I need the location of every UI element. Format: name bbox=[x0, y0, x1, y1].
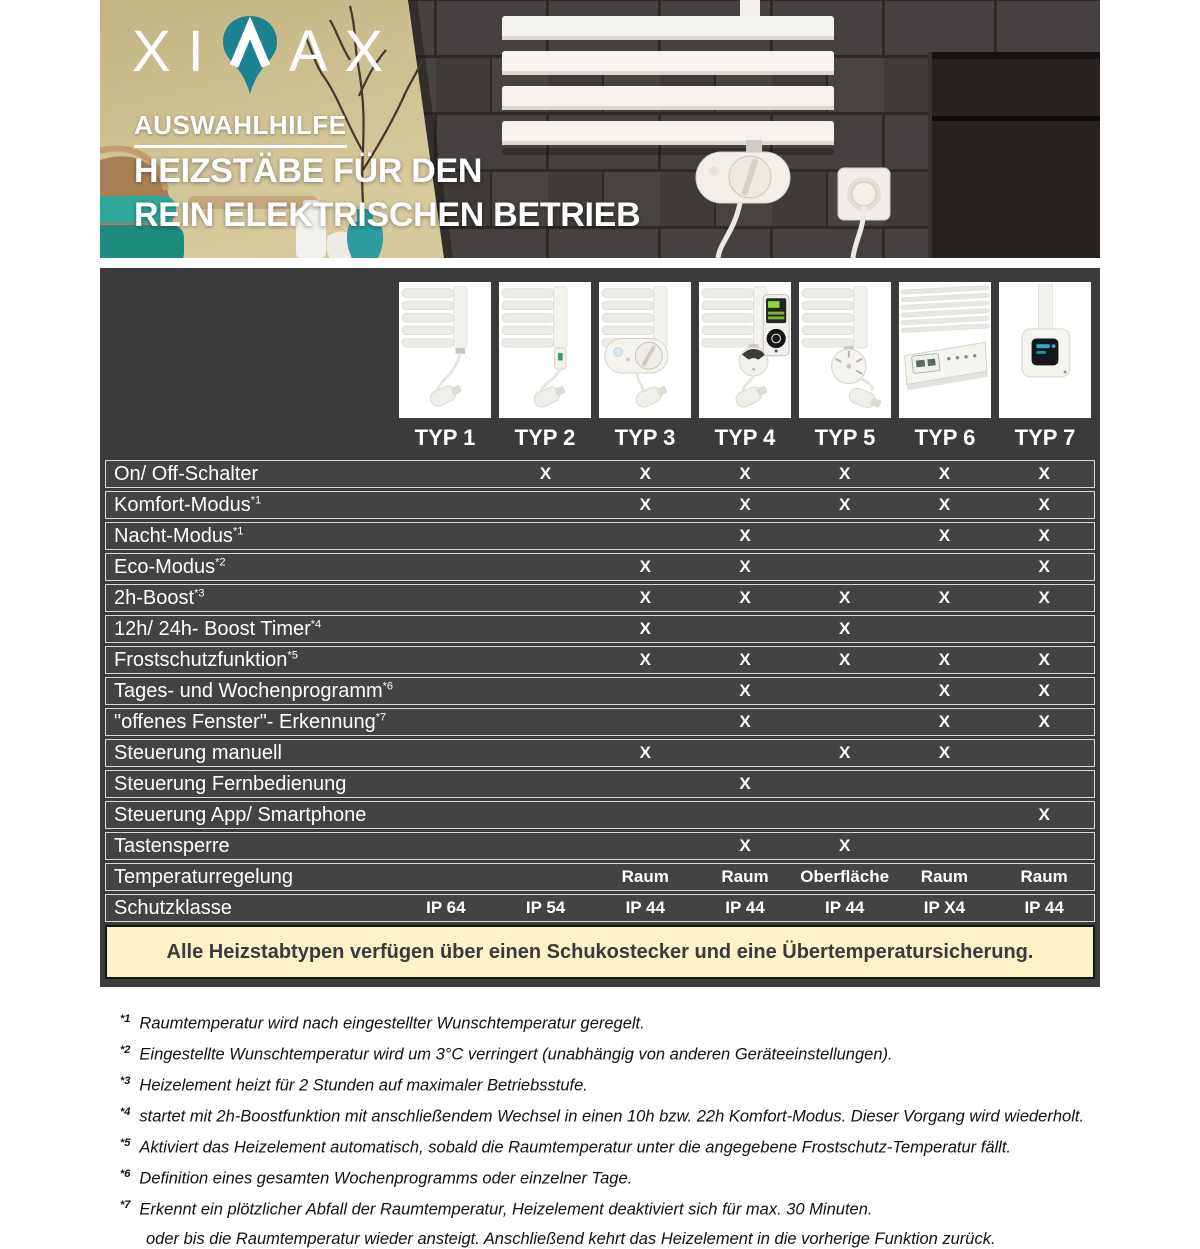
feature-cell bbox=[396, 678, 496, 704]
smart-control-box-icon bbox=[999, 282, 1091, 418]
footnote-marker: *6 bbox=[120, 1168, 131, 1180]
feature-cell: X bbox=[739, 712, 751, 731]
footnote: $^{*6}$ Definition eines gesamten Wochenprogramms oder einzelner Tage. bbox=[120, 1168, 633, 1188]
column-header-typ-1: TYP 1 bbox=[414, 425, 476, 450]
feature-cell: Raum bbox=[920, 867, 969, 886]
feature-cell bbox=[496, 771, 596, 797]
feature-cell: X bbox=[1038, 557, 1050, 576]
feature-cell: IP 54 bbox=[525, 898, 566, 917]
feature-row bbox=[105, 739, 1095, 767]
feature-cell: X bbox=[1038, 495, 1050, 514]
feature-cell bbox=[496, 833, 596, 859]
hero-text-overlay bbox=[100, 0, 1100, 258]
feature-cell: X bbox=[739, 650, 751, 669]
footnote-marker: *3 bbox=[120, 1075, 131, 1087]
feature-cell bbox=[795, 802, 895, 828]
feature-cell bbox=[396, 616, 496, 642]
feature-cell: X bbox=[539, 464, 552, 483]
hero-title-line1: HEIZSTÄBE FÜR DEN bbox=[134, 152, 483, 190]
feature-cell: X bbox=[938, 495, 951, 514]
feature-cell: X bbox=[1038, 650, 1050, 669]
feature-column-spacer bbox=[105, 282, 395, 460]
integrated-control-panel-icon bbox=[899, 282, 991, 418]
feature-cell bbox=[895, 802, 995, 828]
feature-cell bbox=[895, 833, 995, 859]
feature-label: Tages- und Wochenprogramm$^{*6}$ bbox=[114, 680, 394, 702]
comparison-table-panel bbox=[100, 268, 1100, 987]
logo-text-ax: AX bbox=[288, 19, 401, 84]
feature-cell: X bbox=[1038, 805, 1050, 824]
feature-cell: X bbox=[639, 557, 651, 576]
hero-eyebrow: AUSWAHLHILFE bbox=[134, 110, 347, 148]
footnote: oder bis die Raumtemperatur wieder ansteigt. Anschließend kehrt das Heizelement in die vorherige Funktion zurück. bbox=[146, 1230, 996, 1248]
feature-cell: IP X4 bbox=[923, 898, 966, 917]
footnote: $^{*7}$ Erkennt ein plötzlicher Abfall der Raumtemperatur, Heizelement deaktiviert sich für max. 30 Minuten. bbox=[120, 1199, 873, 1219]
feature-cell bbox=[496, 554, 596, 580]
feature-cell bbox=[496, 523, 596, 549]
feature-cell: X bbox=[938, 464, 951, 483]
feature-cell bbox=[396, 647, 496, 673]
feature-cell bbox=[795, 554, 895, 580]
feature-cell: X bbox=[839, 743, 851, 762]
feature-cell: X bbox=[639, 743, 651, 762]
product-image-typ-4 bbox=[699, 282, 791, 418]
feature-label: Nacht-Modus$^{*1}$ bbox=[114, 525, 244, 547]
column-header-typ-6: TYP 6 bbox=[914, 425, 976, 450]
feature-cell bbox=[396, 740, 496, 766]
feature-row bbox=[105, 460, 1095, 488]
product-image-typ-6 bbox=[899, 282, 991, 418]
feature-cell bbox=[396, 523, 496, 549]
feature-cell: X bbox=[839, 588, 851, 607]
feature-cell: X bbox=[739, 774, 751, 793]
feature-cell: X bbox=[639, 619, 651, 638]
feature-cell bbox=[595, 833, 695, 859]
column-header-typ-3: TYP 3 bbox=[614, 425, 676, 450]
feature-cell: X bbox=[938, 526, 951, 545]
feature-label: Steuerung App/ Smartphone bbox=[114, 804, 367, 826]
feature-cell bbox=[496, 740, 596, 766]
footnote-marker: *2 bbox=[215, 556, 226, 569]
feature-cell bbox=[994, 616, 1094, 642]
footnote-marker: *1 bbox=[120, 1013, 131, 1025]
feature-row bbox=[105, 615, 1095, 643]
feature-cell bbox=[595, 802, 695, 828]
feature-cell bbox=[595, 709, 695, 735]
feature-cell bbox=[396, 709, 496, 735]
feature-cell bbox=[695, 740, 795, 766]
feature-cell bbox=[795, 678, 895, 704]
feature-cell bbox=[795, 709, 895, 735]
feature-cell: X bbox=[839, 464, 851, 483]
footnote-marker: *3 bbox=[194, 587, 205, 600]
feature-cell: Raum bbox=[721, 867, 769, 886]
heating-rod-remote-control-icon bbox=[699, 282, 791, 418]
heating-rod-led-icon bbox=[499, 282, 591, 418]
product-type-header-row bbox=[105, 282, 1095, 460]
footnote-marker: *4 bbox=[310, 618, 322, 631]
footnote: $^{*2}$ Eingestellte Wunschtemperatur wird um 3°C verringert (unabhängig von anderen Geräteeinstellungen). bbox=[120, 1044, 893, 1064]
feature-cell bbox=[595, 678, 695, 704]
product-column-typ-3 bbox=[595, 282, 695, 460]
feature-cell bbox=[496, 802, 596, 828]
footnote: $^{*1}$ Raumtemperatur wird nach eingestellter Wunschtemperatur geregelt. bbox=[120, 1013, 645, 1033]
column-header-typ-7: TYP 7 bbox=[1014, 425, 1076, 450]
feature-cell: Raum bbox=[1020, 867, 1068, 886]
feature-label: 12h/ 24h- Boost Timer$^{*4}$ bbox=[114, 618, 322, 640]
feature-label: Eco-Modus$^{*2}$ bbox=[114, 556, 226, 578]
feature-label: "offenes Fenster"- Erkennung$^{*7}$ bbox=[114, 711, 387, 733]
product-image-typ-2 bbox=[499, 282, 591, 418]
feature-cell bbox=[496, 616, 596, 642]
product-image-typ-3 bbox=[599, 282, 691, 418]
product-image-typ-1 bbox=[399, 282, 491, 418]
feature-cell: X bbox=[839, 836, 851, 855]
feature-cell bbox=[496, 709, 596, 735]
product-column-typ-4 bbox=[695, 282, 795, 460]
feature-label: Frostschutzfunktion$^{*5}$ bbox=[114, 649, 298, 671]
feature-cell bbox=[396, 585, 496, 611]
feature-cell: X bbox=[1038, 464, 1050, 483]
feature-cell: X bbox=[1038, 681, 1050, 700]
footnote: $^{*4}$ startet mit 2h-Boostfunktion mit anschließendem Wechsel in einen 10h bzw. 22h Komfort-Modus. Dieser Vorgang wird wiederholt. bbox=[120, 1106, 1085, 1126]
feature-cell: X bbox=[839, 495, 851, 514]
feature-label: On/ Off-Schalter bbox=[114, 463, 259, 485]
footnote: $^{*3}$ Heizelement heizt für 2 Stunden auf maximaler Betriebsstufe. bbox=[120, 1075, 588, 1095]
heating-rod-dial-control-icon bbox=[599, 282, 691, 418]
feature-cell bbox=[396, 802, 496, 828]
footnotes-section bbox=[100, 987, 1100, 1249]
feature-row bbox=[105, 708, 1095, 736]
feature-cell bbox=[396, 461, 496, 487]
feature-label: Schutzklasse bbox=[114, 897, 232, 919]
feature-cell bbox=[895, 616, 995, 642]
ximax-logo-mark-icon bbox=[213, 12, 287, 96]
feature-label: Komfort-Modus$^{*1}$ bbox=[114, 494, 262, 516]
footnote-marker: *7 bbox=[120, 1199, 131, 1211]
feature-cell bbox=[795, 523, 895, 549]
feature-cell: X bbox=[839, 619, 851, 638]
logo-text-xi: XI bbox=[132, 19, 221, 84]
feature-rows bbox=[105, 460, 1095, 922]
heating-rod-thermostat-knob-icon bbox=[799, 282, 891, 418]
footnote-marker: *2 bbox=[120, 1044, 131, 1056]
product-image-typ-7 bbox=[999, 282, 1091, 418]
feature-cell bbox=[396, 771, 496, 797]
heating-rod-basic-icon bbox=[399, 282, 491, 418]
column-header-typ-4: TYP 4 bbox=[714, 425, 776, 450]
feature-cell bbox=[496, 864, 596, 890]
feature-cell: X bbox=[938, 681, 951, 700]
feature-label: Steuerung Fernbedienung bbox=[114, 773, 347, 795]
feature-cell: X bbox=[1038, 712, 1050, 731]
feature-cell: X bbox=[739, 836, 751, 855]
feature-cell: Oberfläche bbox=[800, 867, 890, 886]
feature-cell: X bbox=[839, 650, 851, 669]
feature-cell: X bbox=[938, 743, 951, 762]
footnote-marker: *1 bbox=[250, 494, 262, 507]
column-header-typ-5: TYP 5 bbox=[814, 425, 876, 450]
feature-cell bbox=[994, 771, 1094, 797]
feature-cell bbox=[695, 616, 795, 642]
feature-cell bbox=[595, 523, 695, 549]
feature-label: Temperaturregelung bbox=[114, 866, 293, 888]
footnote: $^{*5}$ Aktiviert das Heizelement automatisch, sobald die Raumtemperatur unter die angegebene Frostschutz-Temperatur fällt. bbox=[120, 1137, 1011, 1157]
footnote-marker: *6 bbox=[382, 680, 394, 693]
feature-row bbox=[105, 522, 1095, 550]
product-image-typ-5 bbox=[799, 282, 891, 418]
feature-row bbox=[105, 677, 1095, 705]
feature-cell: X bbox=[639, 495, 651, 514]
feature-row bbox=[105, 863, 1095, 891]
feature-cell: X bbox=[739, 557, 751, 576]
product-column-typ-7 bbox=[995, 282, 1095, 460]
feature-cell: Raum bbox=[621, 867, 669, 886]
feature-label: Steuerung manuell bbox=[114, 742, 282, 764]
feature-cell: X bbox=[938, 650, 951, 669]
feature-row bbox=[105, 646, 1095, 674]
footnote-marker: *4 bbox=[120, 1106, 131, 1118]
feature-cell bbox=[496, 647, 596, 673]
feature-cell bbox=[496, 492, 596, 518]
feature-cell bbox=[795, 771, 895, 797]
feature-row bbox=[105, 491, 1095, 519]
feature-cell bbox=[396, 554, 496, 580]
column-header-typ-2: TYP 2 bbox=[514, 425, 576, 450]
feature-cell bbox=[396, 492, 496, 518]
feature-cell: X bbox=[938, 712, 951, 731]
feature-row bbox=[105, 894, 1095, 922]
feature-cell: X bbox=[1038, 588, 1050, 607]
feature-cell bbox=[994, 740, 1094, 766]
feature-cell: X bbox=[1038, 526, 1050, 545]
hero-title-line2: REIN ELEKTRISCHEN BETRIEB bbox=[134, 196, 641, 234]
feature-label: Tastensperre bbox=[114, 835, 230, 857]
feature-row bbox=[105, 584, 1095, 612]
feature-cell bbox=[895, 554, 995, 580]
footnote-marker: *5 bbox=[287, 649, 298, 662]
feature-row bbox=[105, 832, 1095, 860]
feature-cell: X bbox=[938, 588, 951, 607]
feature-cell: IP 44 bbox=[725, 898, 765, 917]
feature-row bbox=[105, 770, 1095, 798]
feature-cell: IP 44 bbox=[625, 898, 665, 917]
feature-cell: X bbox=[639, 464, 651, 483]
feature-cell: IP 44 bbox=[1024, 898, 1064, 917]
feature-cell bbox=[396, 864, 496, 890]
page bbox=[100, 0, 1100, 1249]
feature-cell: X bbox=[639, 588, 651, 607]
footnote-marker: *1 bbox=[232, 525, 244, 538]
feature-cell bbox=[595, 771, 695, 797]
ximax-logo bbox=[132, 12, 400, 96]
feature-cell bbox=[496, 678, 596, 704]
product-column-typ-2 bbox=[495, 282, 595, 460]
feature-cell: X bbox=[739, 464, 751, 483]
feature-cell bbox=[895, 771, 995, 797]
footnote-marker: *7 bbox=[375, 711, 387, 724]
product-column-typ-1 bbox=[395, 282, 495, 460]
feature-cell bbox=[695, 802, 795, 828]
feature-cell bbox=[496, 585, 596, 611]
product-column-typ-5 bbox=[795, 282, 895, 460]
feature-cell: IP 44 bbox=[825, 898, 865, 917]
feature-cell: X bbox=[639, 650, 651, 669]
feature-cell bbox=[396, 833, 496, 859]
feature-cell: X bbox=[739, 526, 751, 545]
product-column-typ-6 bbox=[895, 282, 995, 460]
feature-label: 2h-Boost$^{*3}$ bbox=[114, 587, 205, 609]
footer-note: Alle Heizstabtypen verfügen über einen Schukostecker und eine Übertemperatursicherung. bbox=[105, 925, 1095, 979]
feature-cell: X bbox=[739, 681, 751, 700]
feature-cell: X bbox=[739, 495, 751, 514]
feature-cell: X bbox=[739, 588, 751, 607]
footnote-marker: *5 bbox=[120, 1137, 131, 1149]
feature-cell: IP 64 bbox=[426, 898, 466, 917]
hero-banner bbox=[100, 0, 1100, 258]
feature-cell bbox=[994, 833, 1094, 859]
feature-row bbox=[105, 801, 1095, 829]
feature-row bbox=[105, 553, 1095, 581]
